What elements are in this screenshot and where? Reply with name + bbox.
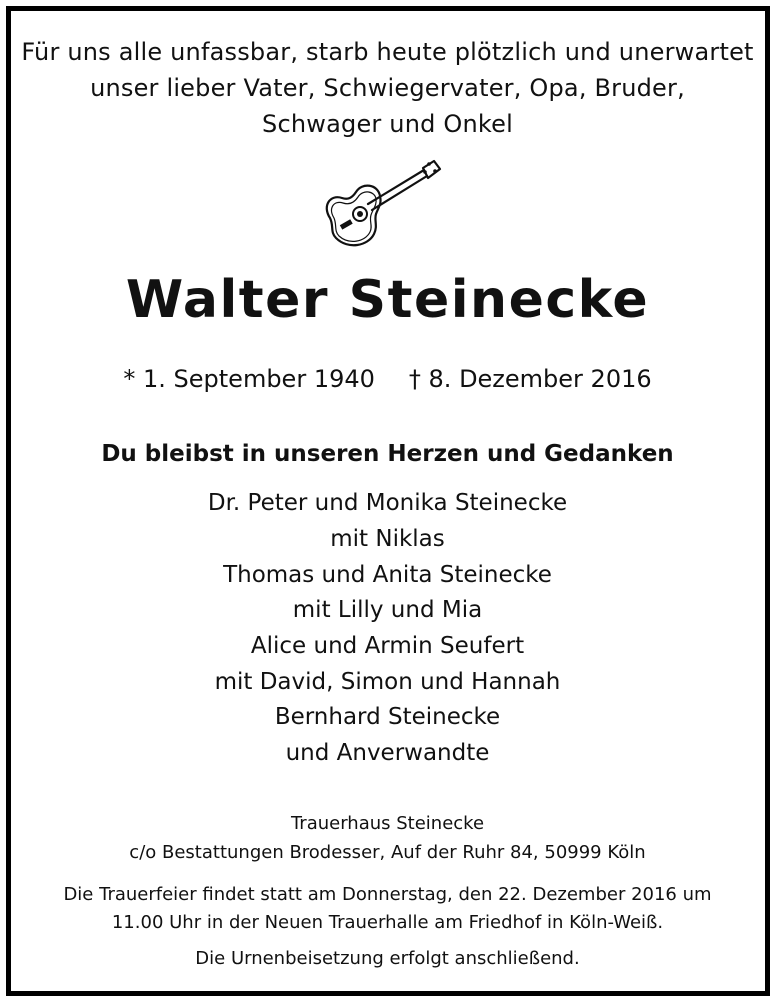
birth-date: * 1. September 1940 xyxy=(123,365,375,393)
family-line: Alice und Armin Seufert xyxy=(250,633,525,659)
urn-note: Die Urnenbeisetzung erfolgt anschließend. xyxy=(195,948,580,969)
family-line: Bernhard Steinecke xyxy=(274,704,501,730)
family-line: mit Niklas xyxy=(330,526,445,552)
family-line: und Anverwandte xyxy=(285,740,490,766)
guitar-icon xyxy=(320,158,445,258)
life-dates xyxy=(0,365,775,393)
intro-line: unser lieber Vater, Schwiegervater, Opa, Bruder, xyxy=(90,74,685,102)
deceased-name: Walter Steinecke xyxy=(125,270,650,330)
family-line: Dr. Peter und Monika Steinecke xyxy=(207,490,568,516)
address-line: c/o Bestattungen Brodesser, Auf der Ruhr 84, 50999 Köln xyxy=(129,842,646,863)
death-date: † 8. Dezember 2016 xyxy=(408,365,652,393)
family-line: mit David, Simon und Hannah xyxy=(214,669,561,695)
ceremony-line: Die Trauerfeier findet statt am Donnerstag, den 22. Dezember 2016 um xyxy=(63,884,712,905)
address-line: Trauerhaus Steinecke xyxy=(290,813,485,834)
ceremony-line: 11.00 Uhr in der Neuen Trauerhalle am Friedhof in Köln-Weiß. xyxy=(111,912,664,933)
family-line: mit Lilly und Mia xyxy=(292,597,483,623)
motto: Du bleibst in unseren Herzen und Gedanken xyxy=(101,441,674,467)
intro-line: Für uns alle unfassbar, starb heute plötzlich und unerwartet xyxy=(21,38,754,66)
family-line: Thomas und Anita Steinecke xyxy=(223,562,552,588)
intro-line: Schwager und Onkel xyxy=(262,110,513,138)
